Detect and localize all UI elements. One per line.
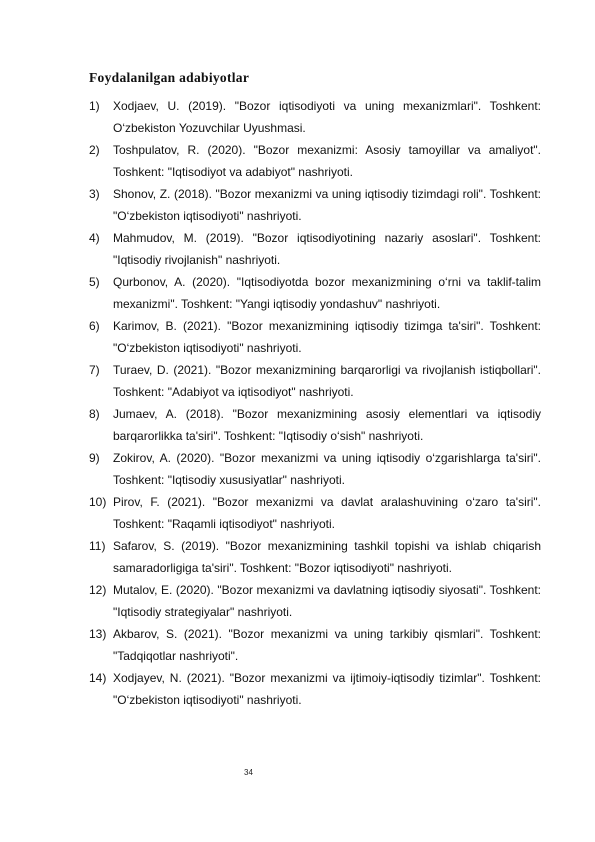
reference-list [89,95,541,711]
reference-number: 9) [89,451,100,465]
reference-text: Jumaev, A. (2018). "Bozor mexanizmining asosiy elementlari va iqtisodiy barqarorlikka ta'siri". Toshkent: "Iqtisodiy o‘sish" nashriyoti. [113,407,541,443]
reference-item [89,227,541,271]
reference-item [89,535,541,579]
reference-item [89,491,541,535]
reference-number: 8) [89,407,100,421]
reference-number: 14) [89,671,107,685]
reference-item [89,623,541,667]
reference-text: Xodjayev, N. (2021). "Bozor mexanizmi va ijtimoiy-iqtisodiy tizimlar". Toshkent: "O‘zbekiston iqtisodiyoti" nashriyoti. [113,671,541,707]
reference-text: Pirov, F. (2021). "Bozor mexanizmi va davlat aralashuvining o‘zaro ta'siri". Toshkent: "Raqamli iqtisodiyot" nashriyoti. [113,495,541,531]
reference-text: Xodjaev, U. (2019). "Bozor iqtisodiyoti va uning mexanizmlari". Toshkent: O‘zbekiston Yozuvchilar Uyushmasi. [113,99,541,135]
reference-text: Zokirov, A. (2020). "Bozor mexanizmi va uning iqtisodiy o‘zgarishlarga ta'siri". Toshkent: "Iqtisodiy xususiyatlar" nashriyoti. [113,451,541,487]
reference-number: 2) [89,143,100,157]
reference-number: 13) [89,627,107,641]
reference-number: 4) [89,231,100,245]
reference-text: Shonov, Z. (2018). "Bozor mexanizmi va uning iqtisodiy tizimdagi roli". Toshkent: "O‘zbekiston iqtisodiyoti" nashriyoti. [113,187,541,223]
reference-text: Akbarov, S. (2021). "Bozor mexanizmi va uning tarkibiy qismlari". Toshkent: "Tadqiqotlar nashriyoti". [113,627,541,663]
reference-item [89,579,541,623]
reference-number: 12) [89,583,107,597]
reference-number: 11) [89,539,106,553]
reference-number: 10) [89,495,107,509]
reference-item [89,139,541,183]
reference-text: Turaev, D. (2021). "Bozor mexanizmining barqarorligi va rivojlanish istiqbollari". Toshkent: "Adabiyot va iqtisodiyot" nashriyoti. [113,363,541,399]
reference-number: 5) [89,275,100,289]
reference-item [89,271,541,315]
reference-text: Karimov, B. (2021). "Bozor mexanizmining iqtisodiy tizimga ta'siri". Toshkent: "O‘zbekiston iqtisodiyoti" nashriyoti. [113,319,541,355]
reference-number: 3) [89,187,100,201]
reference-item [89,359,541,403]
reference-item [89,95,541,139]
reference-item [89,315,541,359]
reference-text: Mahmudov, M. (2019). "Bozor iqtisodiyotining nazariy asoslari". Toshkent: "Iqtisodiy rivojlanish" nashriyoti. [113,231,541,267]
reference-item [89,403,541,447]
page-title: Foydalanilgan adabiyotlar [89,70,250,85]
reference-number: 1) [89,99,100,113]
reference-item [89,447,541,491]
page-number: 34 [244,768,253,777]
reference-number: 6) [89,319,100,333]
reference-item [89,183,541,227]
reference-text: Mutalov, E. (2020). "Bozor mexanizmi va davlatning iqtisodiy siyosati". Toshkent: "Iqtisodiy strategiyalar" nashriyoti. [113,583,541,619]
reference-number: 7) [89,363,100,377]
reference-text: Qurbonov, A. (2020). "Iqtisodiyotda bozor mexanizmining o‘rni va taklif-talim mexanizmi". Toshkent: "Yangi iqtisodiy yondashuv" nashriyoti. [113,275,541,311]
reference-item [89,667,541,711]
reference-text: Toshpulatov, R. (2020). "Bozor mexanizmi: Asosiy tamoyillar va amaliyot". Toshkent: "Iqtisodiyot va adabiyot" nashriyoti. [113,143,541,179]
reference-text: Safarov, S. (2019). "Bozor mexanizmining tashkil topishi va ishlab chiqarish samaradorligiga ta'siri". Toshkent: "Bozor iqtisodiyoti" nashriyoti. [113,539,541,575]
